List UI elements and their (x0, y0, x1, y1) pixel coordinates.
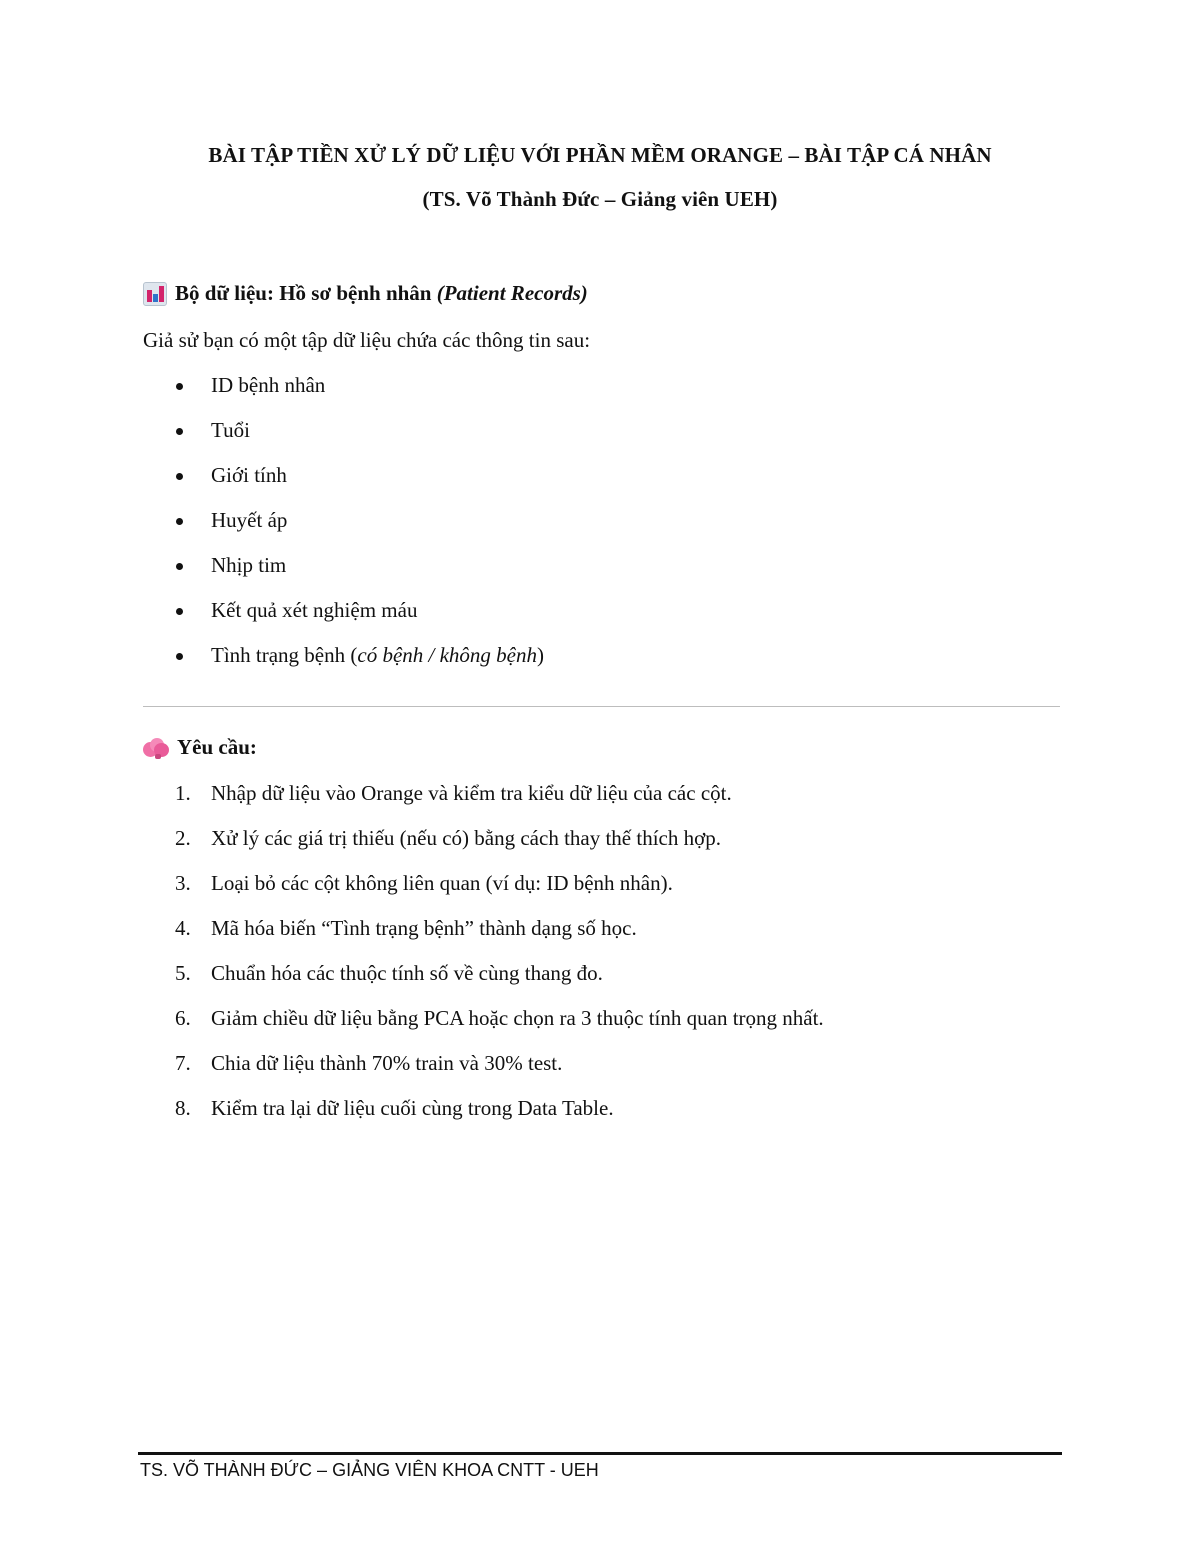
bullet-icon (176, 518, 183, 525)
list-item: 5. Chuẩn hóa các thuộc tính số về cùng thang đo. (175, 961, 603, 985)
footer-divider (138, 1452, 1062, 1455)
list-item: 6. Giảm chiều dữ liệu bằng PCA hoặc chọn ra 3 thuộc tính quan trọng nhất. (175, 1006, 824, 1030)
document-subtitle: (TS. Võ Thành Đức – Giảng viên UEH) (422, 187, 778, 211)
requirements-heading (143, 735, 257, 760)
dataset-heading-english: (Patient Records) (436, 281, 588, 305)
requirements-list (170, 781, 824, 1141)
bar-chart-icon (143, 282, 167, 306)
bullet-icon (176, 653, 183, 660)
list-item: Kết quả xét nghiệm máu (170, 598, 544, 643)
dataset-heading (143, 281, 588, 306)
dataset-heading-text: Bộ dữ liệu: Hồ sơ bệnh nhân (175, 281, 432, 305)
dataset-intro: Giả sử bạn có một tập dữ liệu chứa các thông tin sau: (143, 328, 591, 352)
list-item: ID bệnh nhân (170, 373, 544, 418)
list-item: Tuổi (170, 418, 544, 463)
horizontal-divider (143, 706, 1060, 707)
list-item: 4. Mã hóa biến “Tình trạng bệnh” thành dạng số học. (175, 916, 637, 940)
list-item: 2. Xử lý các giá trị thiếu (nếu có) bằng cách thay thế thích hợp. (175, 826, 721, 850)
bullet-icon (176, 428, 183, 435)
list-item: 3. Loại bỏ các cột không liên quan (ví dụ: ID bệnh nhân). (175, 871, 673, 895)
list-item: 7. Chia dữ liệu thành 70% train và 30% test. (175, 1051, 563, 1075)
requirements-heading-text: Yêu cầu: (177, 735, 257, 759)
bullet-icon (176, 473, 183, 480)
list-item: Nhịp tim (170, 553, 544, 598)
bullet-icon (176, 383, 183, 390)
list-item: Giới tính (170, 463, 544, 508)
document-title: BÀI TẬP TIỀN XỬ LÝ DỮ LIỆU VỚI PHẦN MỀM ORANGE – BÀI TẬP CÁ NHÂN (208, 143, 992, 167)
list-item: 8. Kiểm tra lại dữ liệu cuối cùng trong Data Table. (175, 1096, 614, 1120)
bullet-icon (176, 563, 183, 570)
list-item: Tình trạng bệnh (có bệnh / không bệnh) (170, 643, 544, 688)
page-footer: TS. VÕ THÀNH ĐỨC – GIẢNG VIÊN KHOA CNTT - UEH (140, 1460, 599, 1480)
list-item: Huyết áp (170, 508, 544, 553)
field-list (170, 373, 544, 688)
brain-icon (143, 737, 169, 759)
list-item: 1. Nhập dữ liệu vào Orange và kiểm tra kiểu dữ liệu của các cột. (175, 781, 732, 805)
bullet-icon (176, 608, 183, 615)
